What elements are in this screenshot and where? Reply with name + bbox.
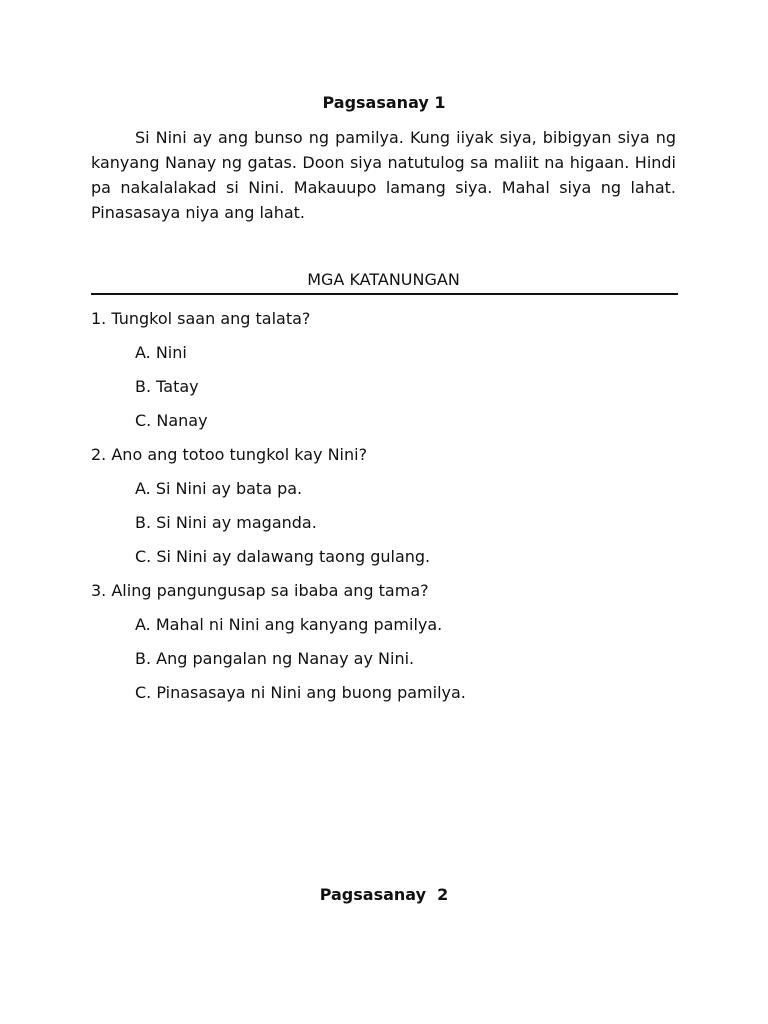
answer-option-b: B. Ang pangalan ng Nanay ay Nini.	[135, 649, 415, 668]
header-divider	[91, 293, 678, 295]
answer-option-c: C. Si Nini ay dalawang taong gulang.	[135, 547, 431, 566]
question-2	[91, 443, 691, 579]
exercise-1-title: Pagsasanay 1	[322, 93, 446, 112]
answer-option-c: C. Nanay	[135, 411, 208, 430]
questions-header: MGA KATANUNGAN	[307, 270, 460, 289]
answer-option-a: A. Mahal ni Nini ang kanyang pamilya.	[135, 615, 443, 634]
answer-option-a: A. Si Nini ay bata pa.	[135, 479, 303, 498]
answer-option-b: B. Tatay	[135, 377, 199, 396]
question-1	[91, 307, 691, 443]
question-text: 2. Ano ang totoo tungkol kay Nini?	[91, 445, 368, 464]
answer-option-b: B. Si Nini ay maganda.	[135, 513, 317, 532]
answer-option-c: C. Pinasasaya ni Nini ang buong pamilya.	[135, 683, 466, 702]
question-3	[91, 579, 691, 715]
question-text: 1. Tungkol saan ang talata?	[91, 309, 311, 328]
question-text: 3. Aling pangungusap sa ibaba ang tama?	[91, 581, 429, 600]
answer-option-a: A. Nini	[135, 343, 187, 362]
questions-list	[91, 307, 691, 715]
reading-paragraph: Si Nini ay ang bunso ng pamilya. Kung iiyak siya, bibigyan siya ng kanyang Nanay ng gatas. Doon siya natutulog sa maliit na higaan. Hindi pa nakalalakad si Nini. Makauupo lamang siya. Mahal siya ng lahat. Pinasasaya niya ang lahat.	[91, 128, 676, 222]
exercise-2-title: Pagsasanay 2	[319, 885, 449, 904]
